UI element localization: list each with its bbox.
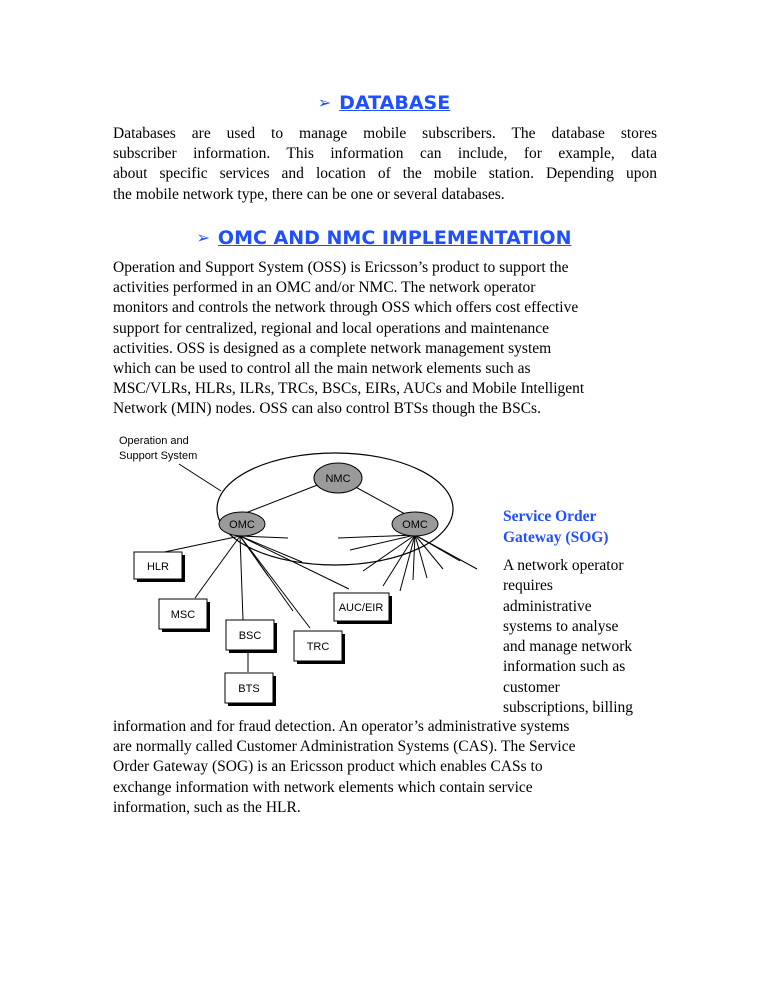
connection-line [350, 484, 405, 514]
sog-full-paragraph [113, 717, 657, 818]
paragraph-line: support for centralized, regional and local operations and maintenance [113, 319, 549, 337]
paragraph-line: A network operator [503, 557, 624, 574]
database-heading [0, 91, 768, 115]
paragraph-line: about specific services and location of the mobile station. Depending upon [113, 165, 657, 183]
sog-title-line: Service Order [503, 508, 597, 525]
sog-title-line: Gateway (SOG) [503, 528, 609, 546]
oss-label: Operation and Support System [119, 435, 198, 462]
paragraph-line: which can be used to control all the main network elements such as [113, 360, 531, 378]
omc-heading [0, 226, 768, 250]
oss-pointer-line [179, 464, 221, 491]
svg-text:OMC: OMC [402, 519, 428, 531]
paragraph-line: are normally called Customer Administration Systems (CAS). The Service [113, 738, 576, 756]
svg-text:BSC: BSC [238, 630, 262, 642]
oss-network-diagram [105, 428, 500, 724]
arrow-bullet-icon: ➢ [196, 228, 210, 247]
paragraph-line: information and for fraud detection. An operator’s administrative systems [113, 718, 570, 735]
paragraph-line: Network (MIN) nodes. OSS can also control BTSs though the BSCs. [113, 400, 541, 418]
nmc-node [314, 463, 362, 493]
arrow-bullet-icon: ➢ [317, 93, 332, 112]
hlr-box [134, 552, 185, 582]
paragraph-line: and manage network [503, 638, 633, 656]
svg-text:AUC/EIR: AUC/EIR [338, 602, 384, 614]
database-paragraph [113, 124, 657, 205]
paragraph-line: activities performed in an OMC and/or NMC. The network operator [113, 279, 536, 297]
paragraph-line: the mobile network type, there can be one or several databases. [113, 185, 505, 203]
omc-right-node [392, 512, 438, 536]
omc-left-node [219, 512, 265, 536]
paragraph-line: information, such as the HLR. [113, 798, 301, 816]
paragraph-line: subscriptions, billing [503, 699, 634, 717]
omc-paragraph [113, 258, 657, 420]
svg-text:MSC: MSC [170, 609, 196, 621]
paragraph-line: systems to analyse [503, 617, 619, 635]
msc-box [159, 599, 210, 632]
svg-text:HLR: HLR [146, 561, 170, 573]
bts-box [225, 673, 276, 706]
paragraph-line: Databases are used to manage mobile subscribers. The database stores [113, 125, 657, 142]
database-heading-text: DATABASE [339, 92, 451, 114]
sog-title [503, 507, 663, 548]
paragraph-line: activities. OSS is designed as a complete network management system [113, 339, 552, 357]
connection-line [243, 484, 320, 514]
right-omc-fan-lines [338, 535, 477, 591]
trc-box [294, 631, 345, 664]
paragraph-line: information such as [503, 658, 626, 676]
svg-text:TRC: TRC [306, 641, 330, 653]
paragraph-line: monitors and controls the network through OSS which offers cost effective [113, 299, 579, 317]
auc-eir-box [334, 593, 392, 624]
svg-text:NMC: NMC [325, 473, 351, 485]
paragraph-line: requires [503, 577, 553, 595]
paragraph-line: Operation and Support System (OSS) is Ericsson’s product to support the [113, 259, 569, 276]
bsc-box [226, 620, 277, 653]
svg-text:OMC: OMC [229, 519, 255, 531]
paragraph-line: MSC/VLRs, HLRs, ILRs, TRCs, BSCs, EIRs, AUCs and Mobile Intelligent [113, 380, 585, 398]
paragraph-line: customer [503, 678, 560, 696]
paragraph-line: exchange information with network elements which contain service [113, 778, 533, 796]
paragraph-line: administrative [503, 597, 592, 615]
sog-side-paragraph [503, 556, 663, 718]
omc-heading-text: OMC AND NMC IMPLEMENTATION [217, 227, 572, 249]
paragraph-line: Order Gateway (SOG) is an Ericsson product which enables CASs to [113, 758, 543, 776]
svg-text:BTS: BTS [238, 683, 260, 695]
paragraph-line: subscriber information. This information can include, for example, data [113, 145, 657, 163]
